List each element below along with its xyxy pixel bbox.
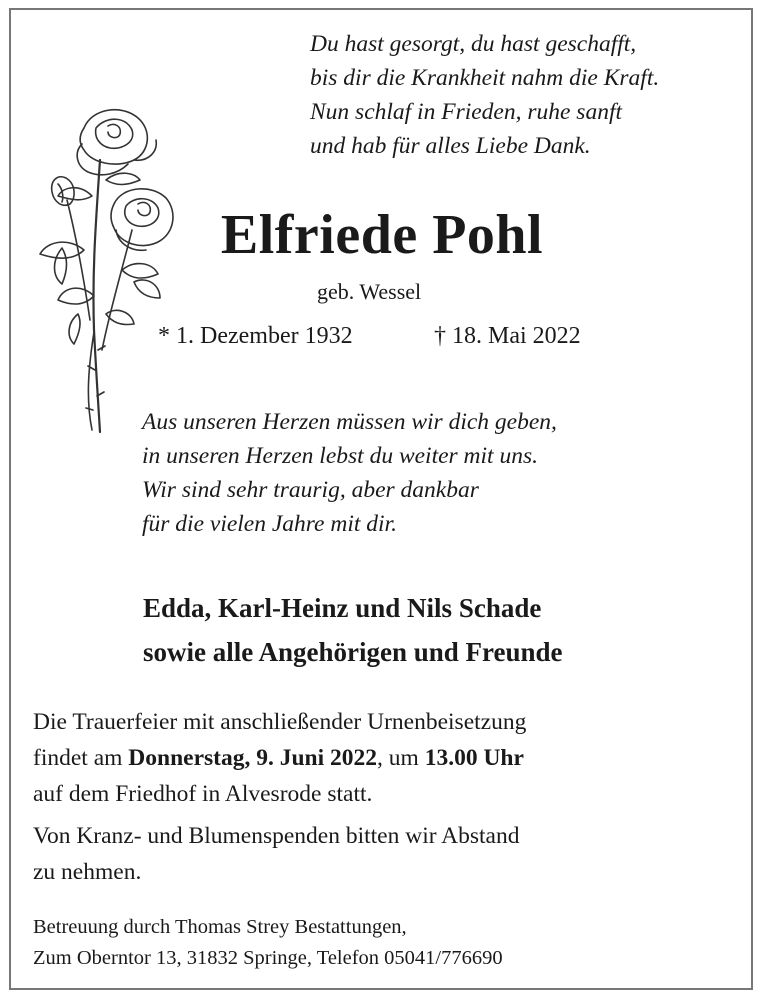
opening-poem — [310, 27, 659, 163]
ceremony-text: findet am — [33, 745, 129, 771]
ceremony-line: Die Trauerfeier mit anschließender Urnenbeisetzung — [33, 709, 527, 735]
poem-line: Wir sind sehr traurig, aber dankbar — [142, 477, 479, 503]
poem-line: Nun schlaf in Frieden, ruhe sanft — [310, 99, 623, 125]
ceremony-time: 13.00 Uhr — [424, 745, 524, 771]
funeral-home-address: Zum Oberntor 13, 31832 Springe, Telefon 05041/776690 — [33, 947, 503, 969]
ceremony-text: , um — [377, 745, 425, 771]
poem-line: und hab für alles Liebe Dank. — [310, 133, 591, 159]
death-date: † 18. Mai 2022 — [434, 323, 581, 349]
mourners — [143, 586, 563, 674]
flowers-request — [33, 818, 519, 890]
poem-line: Aus unseren Herzen müssen wir dich geben, — [142, 409, 557, 435]
funeral-home-info — [33, 912, 503, 974]
ceremony-line — [33, 740, 526, 776]
funeral-home-line: Betreuung durch Thomas Strey Bestattungen, — [33, 916, 407, 938]
maiden-name: geb. Wessel — [317, 279, 422, 304]
poem-line: in unseren Herzen lebst du weiter mit uns. — [142, 443, 538, 469]
mourners-line: sowie alle Angehörigen und Freunde — [143, 637, 563, 667]
poem-line: bis dir die Krankheit nahm die Kraft. — [310, 65, 660, 91]
flowers-line: zu nehmen. — [33, 859, 142, 885]
poem-line: Du hast gesorgt, du hast geschafft, — [310, 31, 637, 57]
birth-date: * 1. Dezember 1932 — [158, 323, 353, 349]
deceased-name: Elfriede Pohl — [220, 204, 544, 266]
ceremony-line: auf dem Friedhof in Alvesrode statt. — [33, 781, 373, 807]
rose-illustration-icon — [22, 100, 182, 440]
farewell-poem — [142, 405, 557, 541]
flowers-line: Von Kranz- und Blumenspenden bitten wir Abstand — [33, 823, 520, 849]
poem-line: für die vielen Jahre mit dir. — [142, 511, 397, 537]
ceremony-info — [33, 704, 526, 812]
mourners-line: Edda, Karl-Heinz und Nils Schade — [143, 593, 542, 623]
ceremony-date: Donnerstag, 9. Juni 2022 — [128, 745, 378, 771]
